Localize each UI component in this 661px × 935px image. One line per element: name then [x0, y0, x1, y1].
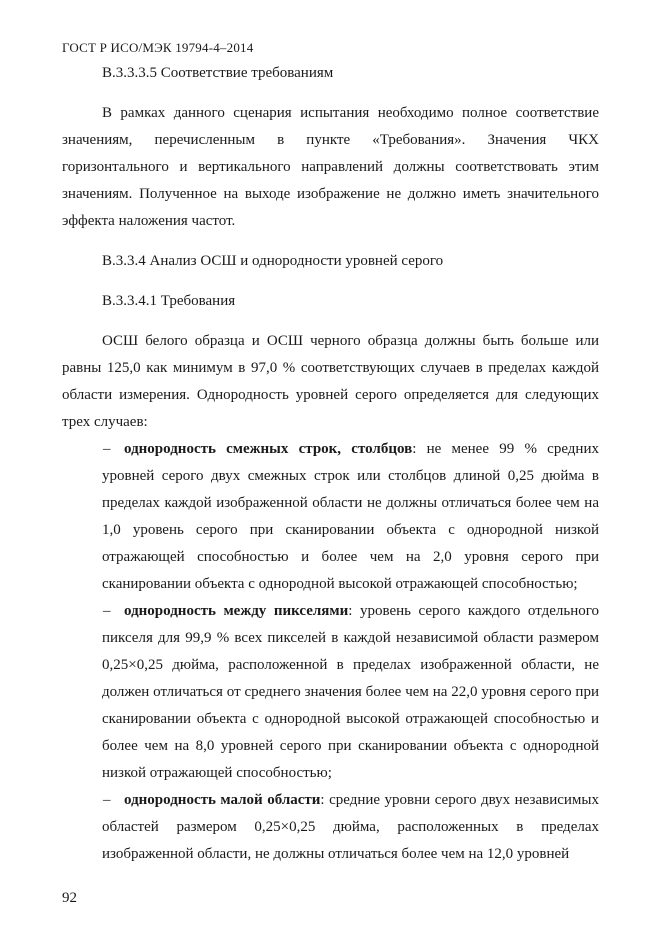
list-item-term: однородность малой области — [124, 792, 321, 808]
page-number: 92 — [62, 890, 77, 906]
section-heading-b334: В.3.3.4 Анализ ОСШ и однородности уровней серого — [102, 253, 444, 269]
paragraph-requirements: ОСШ белого образца и ОСШ черного образца должны быть больше или равны 125,0 как минимум в 97,0 % соответствующих случаев в пределах каждой области измерения. Однородность уровней серого определяется для следующих трех случаев: — [62, 333, 599, 430]
list-dash: – — [103, 603, 111, 619]
section-heading-b3341: В.3.3.4.1 Требования — [102, 293, 236, 309]
paragraph-conformance: В рамках данного сценария испытания необходимо полное соответствие значениям, перечисленным в пункте «Требования». Значения ЧКХ горизонтального и вертикального направлений должны соответствовать этим значениям. Полученное на выходе изображение не должно иметь значительного эффекта наложения частот. — [62, 105, 599, 229]
list-item-text: : уровень серого каждого отдельного пикселя для 99,9 % всех пикселей в каждой независимой области размером 0,25×0,25 дюйма, расположенной в пределах изображенной области, не должен отличаться от среднего значения более чем на 22,0 уровня серого при сканировании объекта с однородной высокой отражающей способностью и более чем на 8,0 уровней серого при сканировании объекта с однородной низкой отражающей способностью; — [102, 603, 599, 781]
list-item — [62, 787, 599, 868]
page-header: ГОСТ Р ИСО/МЭК 19794-4–2014 — [62, 40, 254, 55]
section-heading-b3335: В.3.3.3.5 Соответствие требованиям — [102, 65, 334, 81]
list-dash: – — [103, 792, 111, 808]
list-item — [62, 436, 599, 598]
list-item — [62, 598, 599, 787]
page-body — [62, 60, 599, 868]
list-dash: – — [103, 441, 111, 457]
list-item-term: однородность смежных строк, столбцов — [124, 441, 413, 457]
list-item-term: однородность между пикселями — [124, 603, 349, 619]
list-item-text: : средние уровни серого двух независимых областей размером 0,25×0,25 дюйма, расположенных в пределах изображенной области, не должны отличаться более чем на 12,0 уровней — [102, 792, 599, 862]
list-item-text: : не менее 99 % средних уровней серого двух смежных строк или столбцов длиной 0,25 дюйма в пределах каждой изображенной области не должны отличаться более чем на 1,0 уровень серого при сканировании объекта с однородной низкой отражающей способностью и более чем на 2,0 уровня серого при сканировании объекта с однородной высокой отражающей способностью; — [102, 441, 599, 592]
